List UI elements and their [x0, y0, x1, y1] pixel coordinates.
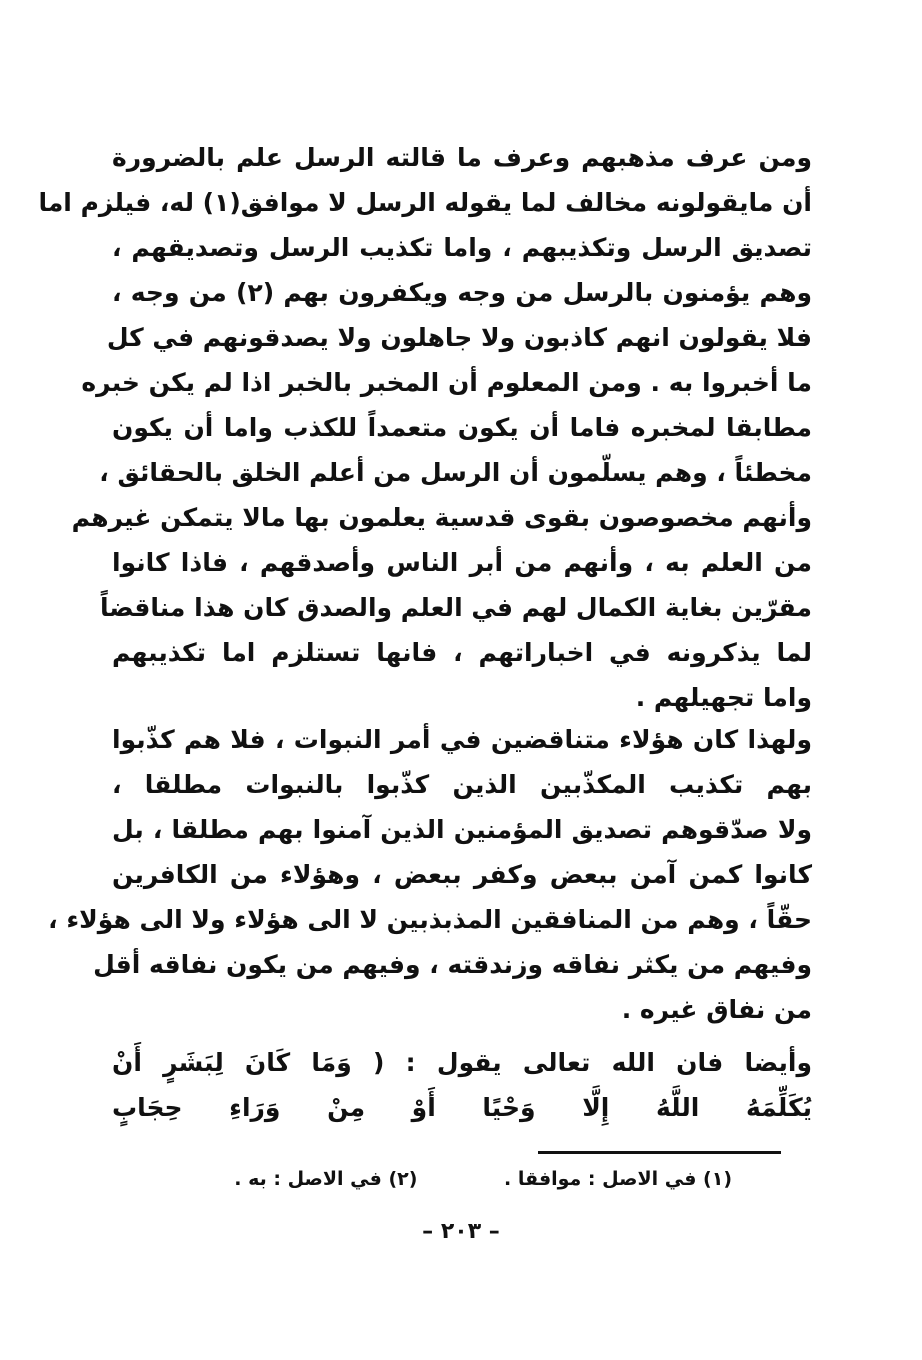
text-line: وأيضا فان الله تعالى يقول : ( وَمَا كَانَ لِبَشَرٍ أَنْ — [112, 1048, 812, 1077]
footnotes — [234, 1168, 732, 1190]
footnote-divider — [538, 1151, 781, 1154]
text-line: حقّاً ، وهم من المنافقين المذبذبين لا الى هؤلاء ولا الى هؤلاء ، — [48, 905, 812, 934]
paragraph-1 — [38, 135, 812, 720]
text-line: فلا يقولون انهم كاذبون ولا جاهلون ولا يصدقونهم في كل — [106, 323, 812, 352]
text-line: مقرّين بغاية الكمال لهم في العلم والصدق كان هذا مناقضاً — [99, 593, 812, 622]
text-line: مخطئاً ، وهم يسلّمون أن الرسل من أعلم الخلق بالحقائق ، — [99, 458, 812, 487]
text-line: واما تجهيلهم . — [635, 683, 812, 712]
text-line: ما أخبروا به . ومن المعلوم أن المخبر بالخبر اذا لم يكن خبره — [81, 368, 812, 397]
text-line: يُكَلِّمَهُ اللَّهُ إِلَّا وَحْيًا أَوْ مِنْ وَرَاءِ حِجَابٍ — [112, 1093, 812, 1122]
text-line: ولا صدّقوهم تصديق المؤمنين الذين آمنوا بهم مطلقا ، بل — [112, 815, 812, 844]
text-line: بهم تكذيب المكذّبين الذين كذّبوا بالنبوات مطلقا ، — [112, 770, 812, 799]
text-line: من العلم به ، وأنهم من أبر الناس وأصدقهم ، فاذا كانوا — [112, 548, 812, 577]
text-line: ولهذا كان هؤلاء متناقضين في أمر النبوات ، فلا هم كذّبوا — [112, 725, 812, 754]
text-line: وفيهم من يكثر نفاقه وزندقته ، وفيهم من يكون نفاقه أقل — [93, 950, 812, 979]
text-line: وأنهم مخصوصون بقوى قدسية يعلمون بها مالا يتمكن غيرهم — [71, 503, 812, 532]
footnote-1: (١) في الاصل : موافقا . — [504, 1168, 732, 1190]
text-line: تصديق الرسل وتكذيبهم ، واما تكذيب الرسل وتصديقهم ، — [112, 233, 812, 262]
text-line: أن مايقولونه مخالف لما يقوله الرسل لا موافق(١) له، فيلزم اما — [38, 188, 812, 217]
footnote-2: (٢) في الاصل : به . — [234, 1168, 418, 1190]
paragraph-3 — [112, 1040, 812, 1130]
text-line: لما يذكرونه في اخباراتهم ، فانها تستلزم اما تكذيبهم — [112, 638, 812, 667]
text-line: من نفاق غيره . — [621, 995, 812, 1024]
page-number: – ٢٠٣ – — [422, 1219, 500, 1244]
paragraph-2 — [48, 717, 812, 1032]
text-line: ومن عرف مذهبهم وعرف ما قالته الرسل علم بالضرورة — [112, 143, 812, 172]
text-line: مطابقا لمخبره فاما أن يكون متعمداً للكذب واما أن يكون — [112, 413, 812, 442]
text-line: كانوا كمن آمن ببعض وكفر ببعض ، وهؤلاء من الكافرين — [112, 860, 812, 889]
text-line: وهم يؤمنون بالرسل من وجه ويكفرون بهم (٢) من وجه ، — [112, 278, 812, 307]
